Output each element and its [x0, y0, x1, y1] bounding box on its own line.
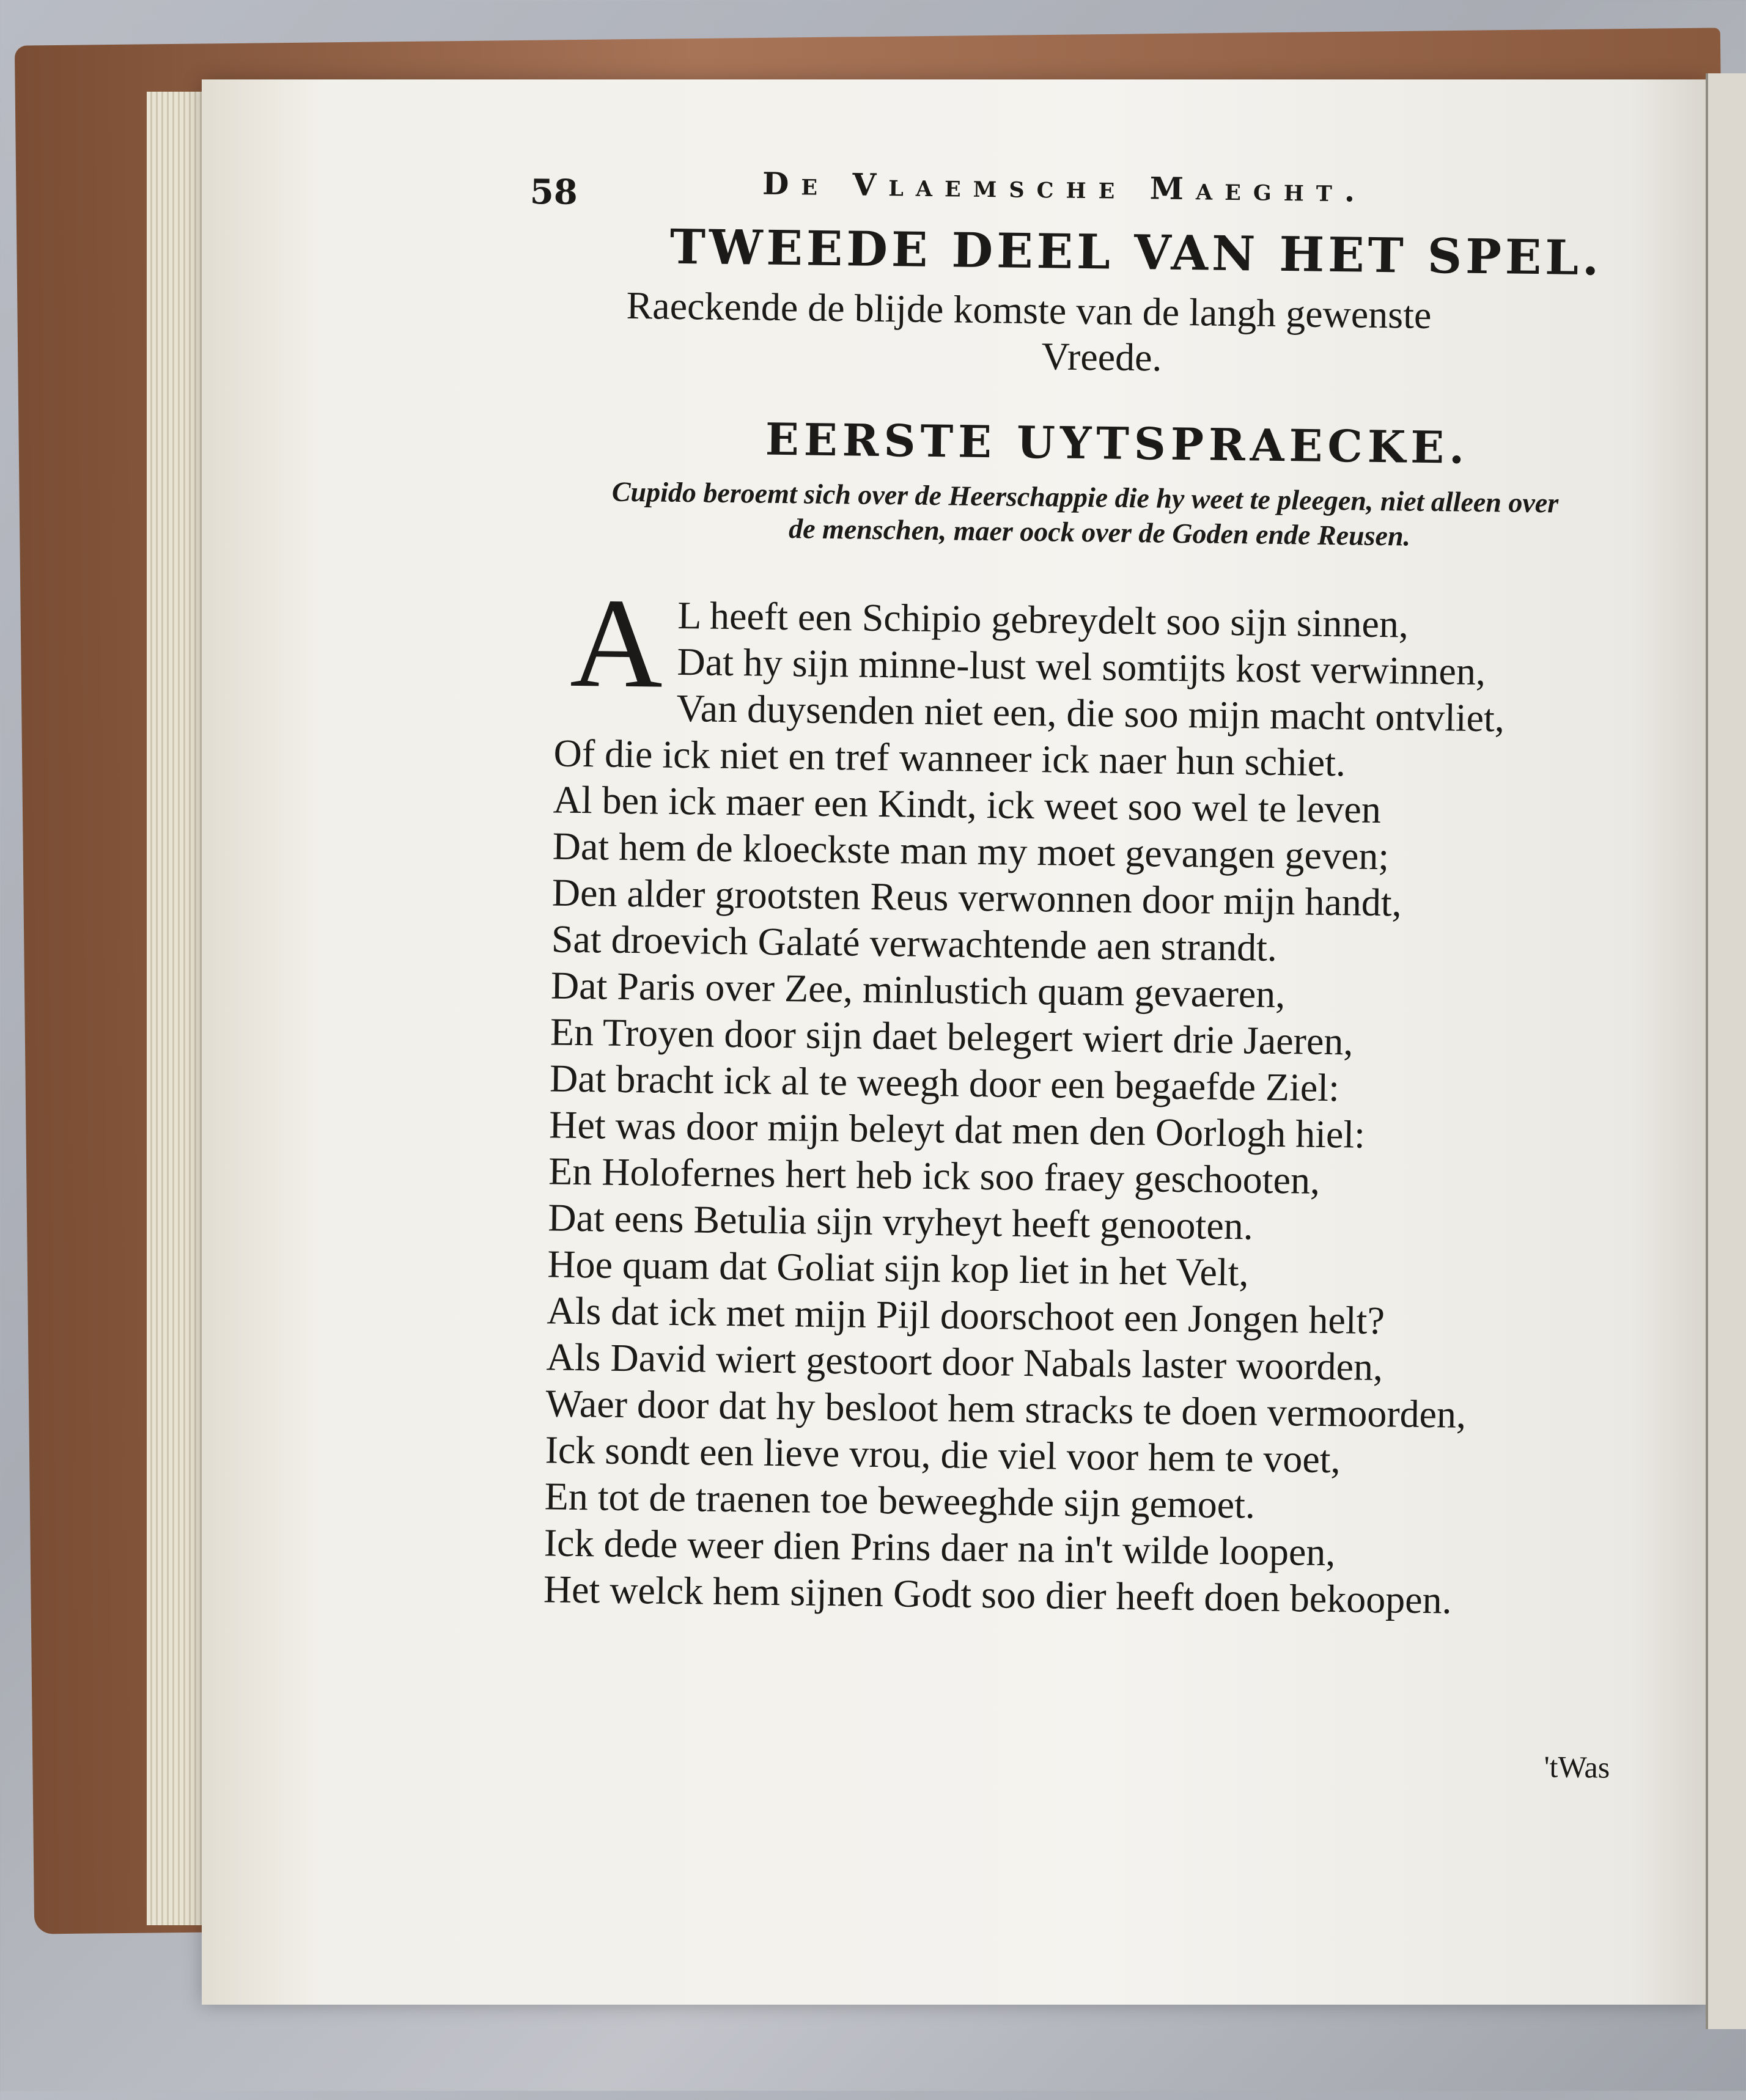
verse-line: En Troyen door sijn daet belegert wiert drie Jaeren,	[550, 1010, 1354, 1063]
verse-line: Als David wiert gestoort door Nabals laster woorden,	[546, 1335, 1383, 1389]
verse-line: Dat Paris over Zee, minlustich quam gevaeren,	[550, 963, 1286, 1016]
verse-line: Van duysenden niet een, die soo mijn macht ontvliet,	[676, 686, 1505, 740]
verse-line: Het welck hem sijnen Godt soo dier heeft doen bekoopen.	[543, 1567, 1453, 1622]
verse-line: En tot de traenen toe beweeghde sijn gemoet.	[544, 1474, 1256, 1527]
subtitle-line-1: Raeckende de blijde komste van de langh gewenste	[626, 283, 1432, 337]
argument-line-2: de menschen, maer oock over de Goden ende Reusen.	[788, 513, 1411, 552]
verse-line: Al ben ick maer een Kindt, ick weet soo wel te leven	[553, 777, 1382, 832]
verse-line: Als dat ick met mijn Pijl doorschoot een Jongen helt?	[547, 1288, 1385, 1343]
verse-line: Dat eens Betulia sijn vryheyt heeft genooten.	[547, 1195, 1254, 1248]
subtitle-line-2: Vreede.	[1041, 334, 1162, 380]
running-head: De Vlaemsche Maeght.	[762, 165, 1368, 209]
catchword: 'tWas	[1544, 1749, 1610, 1785]
verse-line: Ick sondt een lieve vrou, die viel voor hem te voet,	[545, 1428, 1341, 1481]
verse-line: Of die ick niet en tref wanneer ick naer hun schiet.	[553, 731, 1346, 785]
verse-line: En Holofernes hert heb ick soo fraey geschooten,	[548, 1149, 1321, 1202]
verse-line: Hoe quam dat Goliat sijn kop liet in het Velt,	[547, 1242, 1249, 1294]
argument-line-1: Cupido beroemt sich over de Heerschappie die hy weet te pleegen, niet alleen over	[611, 475, 1559, 519]
page-number: 58	[529, 171, 578, 213]
verse-line: Waer door dat hy besloot hem stracks te doen vermoorden,	[545, 1381, 1467, 1436]
section-heading: EERSTE UYTSPRAECKE.	[765, 413, 1470, 474]
verse-line: Het was door mijn beleyt dat men den Oorlogh hiel:	[548, 1103, 1366, 1156]
verse-line: Sat droevich Galaté verwachtende aen strandt.	[551, 917, 1278, 969]
verse-line: Den alder grootsten Reus verwonnen door mijn handt,	[551, 870, 1402, 925]
verse-line: Ick dede weer dien Prins daer na in't wilde loopen,	[543, 1521, 1336, 1574]
verse-line: Dat bracht ick al te weegh door een begaefde Ziel:	[549, 1056, 1340, 1110]
verse-line: Dat hy sijn minne-lust wel somtijts kost verwinnen,	[677, 639, 1486, 694]
verse-block	[543, 591, 1506, 1625]
drop-cap: A	[569, 571, 664, 715]
verse-line: L heeft een Schipio gebreydelt soo sijn sinnen,	[677, 593, 1409, 646]
title: TWEEDE DEEL VAN HET SPEL.	[669, 219, 1603, 287]
verse-line: Dat hem de kloeckste man my moet gevangen geven;	[552, 824, 1390, 878]
